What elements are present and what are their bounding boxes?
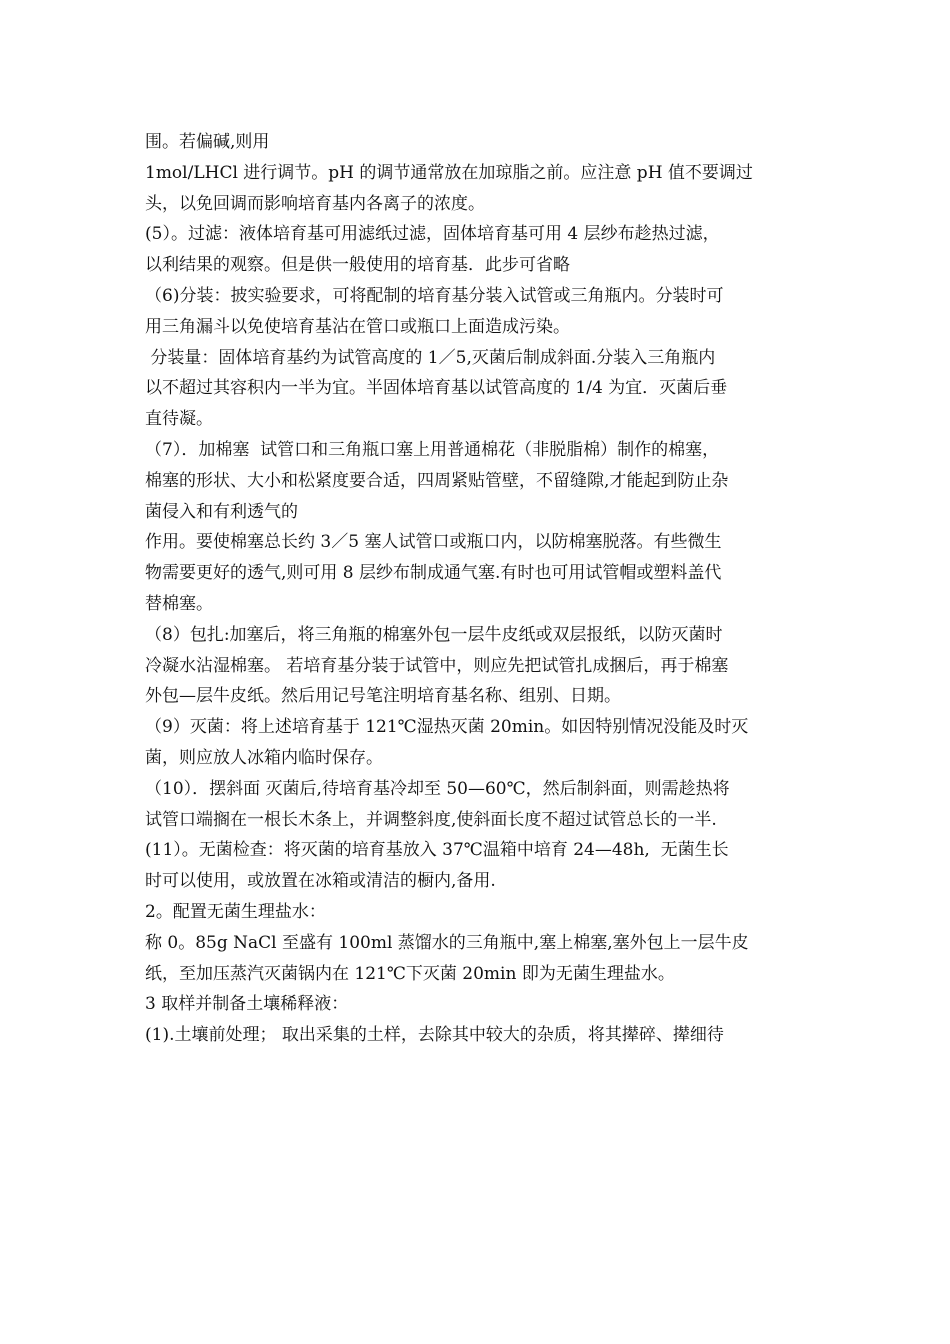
text-line-2: 1mol/LHCl 进行调节。pH 的调节通常放在加琼脂之前。应注意 pH 值不要调过 (145, 162, 753, 183)
text-line-26: 2。配置无菌生理盐水： (145, 901, 326, 922)
text-line-22: （10）．摆斜面 灭菌后,待培育基冷却至 50—60℃，然后制斜面，则需趁热将 (145, 778, 730, 799)
text-line-15: 物需要更好的透气,则可用 8 层纱布制成通气塞.有时也可用试管帽或塑料盖代 (145, 563, 722, 584)
text-line-12: 棉塞的形状、大小和松紧度要合适，四周紧贴管壁，不留缝隙,才能起到防止杂 (145, 470, 729, 491)
text-line-19: 外包—层牛皮纸。然后用记号笔注明培育基名称、组别、日期。 (145, 686, 621, 707)
text-line-20: （9）灭菌：将上述培育基于 121℃湿热灭菌 20min。如因特别情况没能及时灭 (145, 717, 749, 738)
text-line-1: 围。若偏碱,则用 (145, 132, 270, 152)
text-line-14: 作用。要使棉塞总长约 3／5 塞人试管口或瓶口内，以防棉塞脱落。有些微生 (145, 532, 722, 553)
text-line-10: 直待凝。 (145, 409, 213, 430)
text-line-16: 替棉塞。 (145, 593, 213, 614)
text-line-7: 用三角漏斗以免使培育基沾在管口或瓶口上面造成污染。 (145, 316, 570, 337)
text-line-4: (5）。过滤：液体培育基可用滤纸过滤，固体培育基可用 4 层纱布趁热过滤， (145, 224, 720, 245)
text-line-6: （6)分装：披实验要求，可将配制的培育基分装入试管或三角瓶内。分装时可 (145, 285, 724, 306)
text-line-8: 分装量：固体培育基约为试管高度的 1／5,灭菌后制成斜面.分装入三角瓶内 (145, 347, 716, 368)
text-line-3: 头，以免回调而影响培育基内各离子的浓度。 (145, 193, 485, 214)
text-line-27: 称 0。85g NaCl 至盛有 100ml 蒸馏水的三角瓶中,塞上棉塞,塞外包上一层牛皮 (145, 932, 749, 953)
text-line-29: 3 取样并制备土壤稀释液： (145, 994, 349, 1015)
text-line-30: (1).土壤前处理； 取出采集的土样，去除其中较大的杂质，将其撵碎、撵细待 (145, 1025, 724, 1046)
text-line-23: 试管口端搁在一根长木条上，并调整斜度,使斜面长度不超过试管总长的一半. (145, 809, 717, 830)
text-line-21: 菌，则应放人冰箱内临时保存。 (145, 747, 383, 768)
text-line-5: 以利结果的观察。但是供一般使用的培育基．此步可省略 (145, 255, 570, 276)
document-body (145, 127, 810, 1051)
text-line-28: 纸，至加压蒸汽灭菌锅内在 121℃下灭菌 20min 即为无菌生理盐水。 (145, 963, 675, 984)
text-line-17: （8）包扎:加塞后，将三角瓶的棉塞外包一层牛皮纸或双层报纸，以防灭菌时 (145, 624, 723, 645)
text-line-11: （7）．加棉塞 试管口和三角瓶口塞上用普通棉花（非脱脂棉）制作的棉塞， (145, 439, 720, 460)
text-line-13: 菌侵入和有利透气的 (145, 501, 298, 522)
text-line-24: (11）。无菌检查：将灭菌的培育基放入 37℃温箱中培育 24—48h, 无菌生长 (145, 840, 729, 861)
text-line-18: 冷凝水沾湿棉塞。 若培育基分装于试管中，则应先把试管扎成捆后，再于棉塞 (145, 655, 729, 676)
text-line-9: 以不超过其容积内一半为宜。半固体培育基以试管高度的 1/4 为宜．灭菌后垂 (145, 378, 728, 399)
text-line-25: 时可以使用，或放置在冰箱或清洁的橱内,备用. (145, 871, 496, 892)
